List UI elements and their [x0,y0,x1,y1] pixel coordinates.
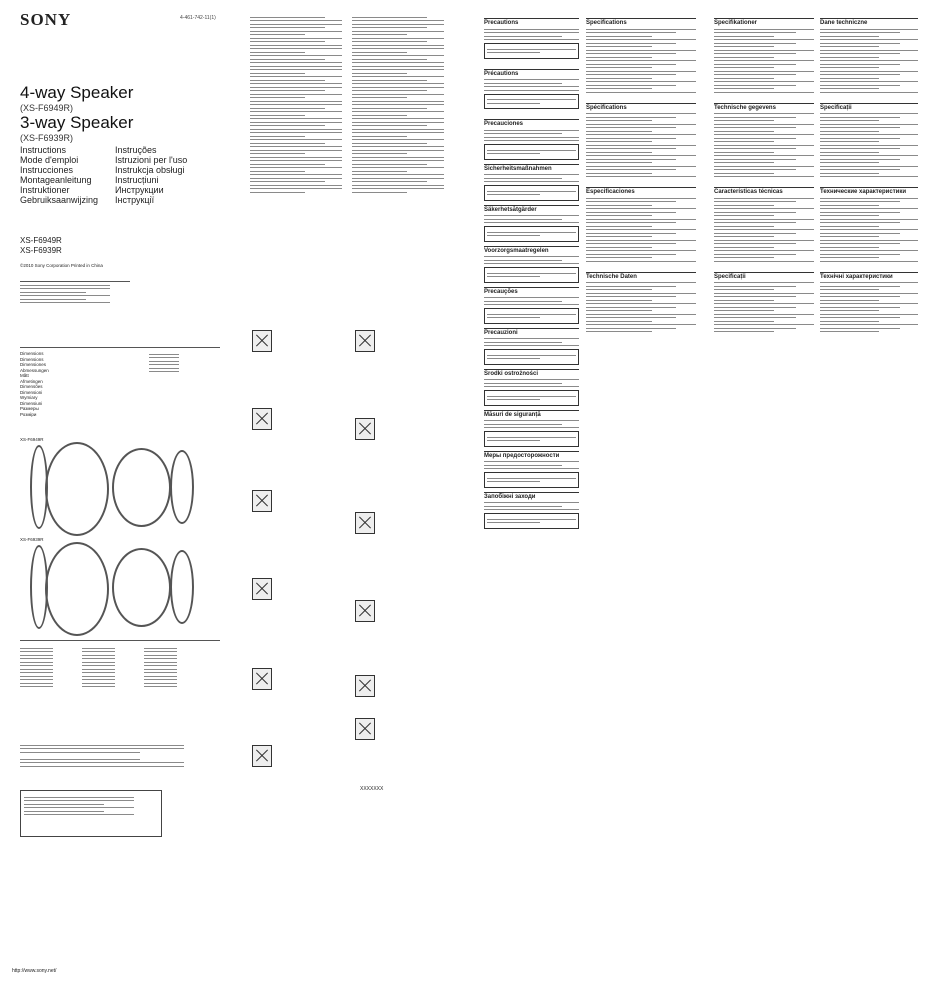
weee-bin-icon [355,600,375,622]
lang-item: Instrucciones [20,165,74,175]
weee-bin-icon [355,718,375,740]
speaker-depth-view [170,550,194,624]
precautions-column: Precautions Précautions Precauciones Sicherheitsmaßnahmen Säkerhetsåtgärder Voorzorgsmaatregelen Precauções Precauzioni Środki ostrożności Măsuri de siguranță Меры предосторожности Запобіжні заходи [484,14,579,532]
distributor-block [20,742,220,769]
info-box [20,281,130,306]
speaker-front-view [45,542,109,636]
dim-label: Dimensiones [20,362,47,367]
specs-column-6: Specifications Spécifications Especificaciones Technische Daten [586,14,696,335]
weee-bin-icon [355,512,375,534]
dim-label: Dimensions [20,356,44,362]
diagram-label: XS-F6939R [20,537,44,542]
speaker-mount-view [112,548,171,627]
dim-label: Dimensioni [20,389,43,395]
weee-bin-icon [355,675,375,697]
dim-label: Mått [20,373,29,378]
lang-item: Инструкции [115,185,164,195]
dim-label: Размеры [20,406,39,411]
lang-item: Gebruiksaanwijzing [20,195,99,205]
model-name: XS-F6939R [20,246,62,255]
weee-bin-icon [252,330,272,352]
lang-item: Instrukcja obsługi [115,165,185,175]
weee-bin-icon [252,490,272,512]
dim-label: Dimensions [20,351,44,356]
lang-item: Instrucțiuni [115,175,159,185]
lang-item: Instructions [20,145,67,155]
weee-bin-icon [252,578,272,600]
model-list [20,236,62,256]
lang-item: Montageanleitung [20,175,92,185]
diagram-label: XS-F6949R [20,437,44,442]
weee-bin-icon [252,668,272,690]
lang-item: Mode d'emploi [20,155,79,165]
reference-panel [20,640,220,690]
dim-label: Dimensões [20,384,43,389]
copyright: ©2010 Sony Corporation Printed in China [20,263,103,268]
weee-bin-icon [355,330,375,352]
speaker-depth-view [170,450,194,524]
dim-label: Afmetingen [20,378,43,384]
brand-logo: SONY [20,10,72,29]
weee-bin-icon [252,408,272,430]
weee-bin-icon [252,745,272,767]
dim-label: Wymiary [20,395,38,400]
text-column-3 [352,14,444,195]
lang-item: Istruzioni per l'uso [115,155,188,165]
specs-column-8: Dane techniczne Specificații Технические характеристики Технічні характеристики [820,14,918,335]
dim-label: Розміри [20,411,37,417]
model-name: XS-F6949R [20,236,62,245]
dimensions-panel [20,347,220,417]
code-label: XXXXXXX [360,786,384,792]
dim-label: Abmessungen [20,367,49,373]
importer-box [20,790,162,837]
speaker-front-view [45,442,109,536]
lang-item: Instruções [115,145,157,155]
lang-item: Інструкції [115,195,155,205]
footer-url[interactable]: http://www.sony.net/ [12,968,57,974]
dim-label: Dimensiuni [20,400,43,406]
weee-bin-icon [355,418,375,440]
model-3way: (XS-F6939R) [20,133,74,143]
lang-item: Instruktioner [20,185,70,195]
text-column-2 [250,14,342,195]
part-number: 4-461-742-11(1) [180,15,216,21]
speaker-mount-view [112,448,171,527]
model-4way: (XS-F6949R) [20,103,74,113]
title-4way: 4-way Speaker [20,83,134,102]
title-3way: 3-way Speaker [20,113,134,132]
specs-column-7: Specifikationer Technische gegevens Características técnicas Specificații [714,14,814,335]
